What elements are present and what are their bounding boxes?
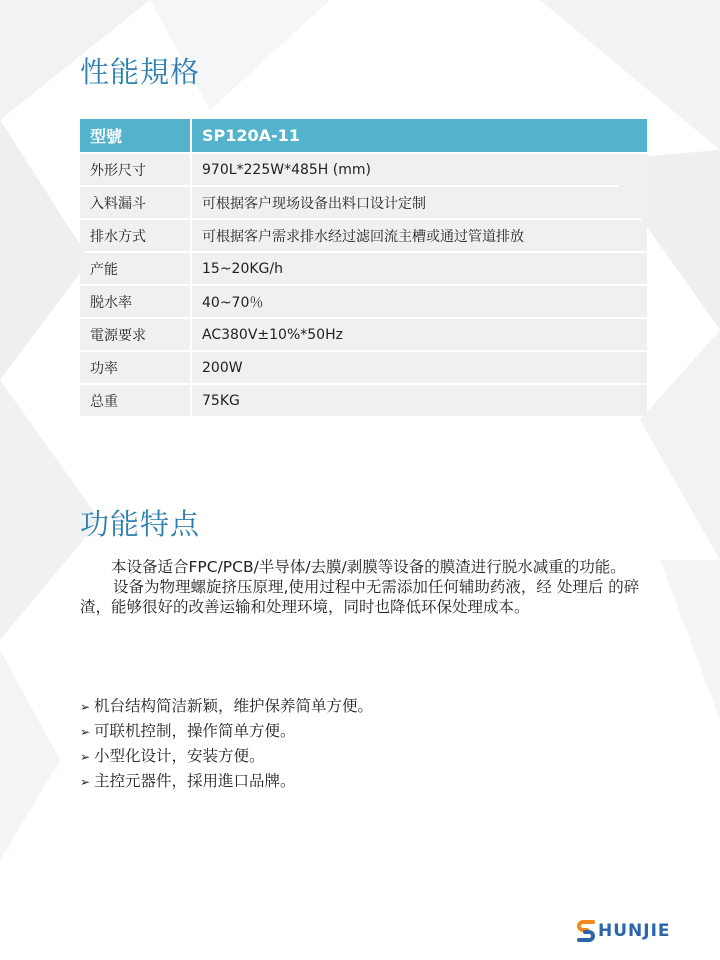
spec-row-value: 200W <box>192 352 647 383</box>
spec-table-row <box>80 154 647 185</box>
description-paragraph-1: 本设备适合FPC/PCB/半导体/去膜/剥膜等设备的膜渣进行脱水减重的功能。 <box>111 558 626 576</box>
spec-row-label: 总重 <box>80 385 192 416</box>
spec-row-value: 970L*225W*485H (mm) <box>192 154 647 185</box>
spec-table-header-row <box>80 119 647 152</box>
feature-list-item <box>80 744 373 769</box>
logo-text: HUNJIE <box>598 921 671 941</box>
s-mark-logo-icon <box>576 919 596 943</box>
spec-header-model: SP120A-11 <box>192 119 647 152</box>
spec-row-label: 产能 <box>80 253 192 284</box>
feature-list-item <box>80 719 373 744</box>
bullet-arrow-icon: ➢ <box>80 725 91 739</box>
spec-row-value: 75KG <box>192 385 647 416</box>
spec-row-value: 可根据客户需求排水经过滤回流主槽或通过管道排放 <box>192 220 647 251</box>
spec-table-row <box>80 385 647 416</box>
bullet-arrow-icon: ➢ <box>80 775 91 789</box>
feature-list-item <box>80 694 373 719</box>
spec-row-label: 電源要求 <box>80 319 192 350</box>
spec-table-row <box>80 352 647 383</box>
spec-table-row <box>80 253 647 284</box>
bullet-arrow-icon: ➢ <box>80 700 91 714</box>
spec-row-label: 外形尺寸 <box>80 154 192 185</box>
spec-row-value: 可根据客户现场设备出料口设计定制 <box>192 187 647 218</box>
spec-table-row <box>80 286 647 317</box>
feature-text: 主控元器件，採用進口品牌。 <box>94 772 296 790</box>
feature-text: 机台结构简洁新颖，维护保养简单方便。 <box>94 697 374 715</box>
spec-row-value: 40~70％ <box>192 286 647 317</box>
description-paragraph-2: 设备为物理螺旋挤压原理,使用过程中无需添加任何辅助药液，经 处理后 的碎渣，能够很好的改善运输和处理环境，同时也降低环保处理成本。 <box>80 578 640 616</box>
spec-table-row <box>80 187 647 218</box>
spec-section-title: 性能規格 <box>80 55 201 89</box>
feature-description <box>80 557 670 617</box>
spec-table <box>80 117 647 418</box>
spec-table-row <box>80 319 647 350</box>
spec-header-label: 型號 <box>80 119 192 152</box>
feature-list-item <box>80 769 373 794</box>
company-logo <box>576 918 671 944</box>
bullet-arrow-icon: ➢ <box>80 750 91 764</box>
spec-table-row <box>80 220 647 251</box>
feature-list <box>80 694 373 794</box>
spec-row-label: 脱水率 <box>80 286 192 317</box>
spec-row-value: AC380V±10%*50Hz <box>192 319 647 350</box>
feature-section-title: 功能特点 <box>80 507 201 541</box>
spec-row-label: 排水方式 <box>80 220 192 251</box>
feature-text: 可联机控制，操作简单方便。 <box>94 722 296 740</box>
spec-row-label: 入料漏斗 <box>80 187 192 218</box>
spec-row-label: 功率 <box>80 352 192 383</box>
feature-text: 小型化设计，安装方便。 <box>94 747 265 765</box>
spec-row-value: 15~20KG/h <box>192 253 647 284</box>
